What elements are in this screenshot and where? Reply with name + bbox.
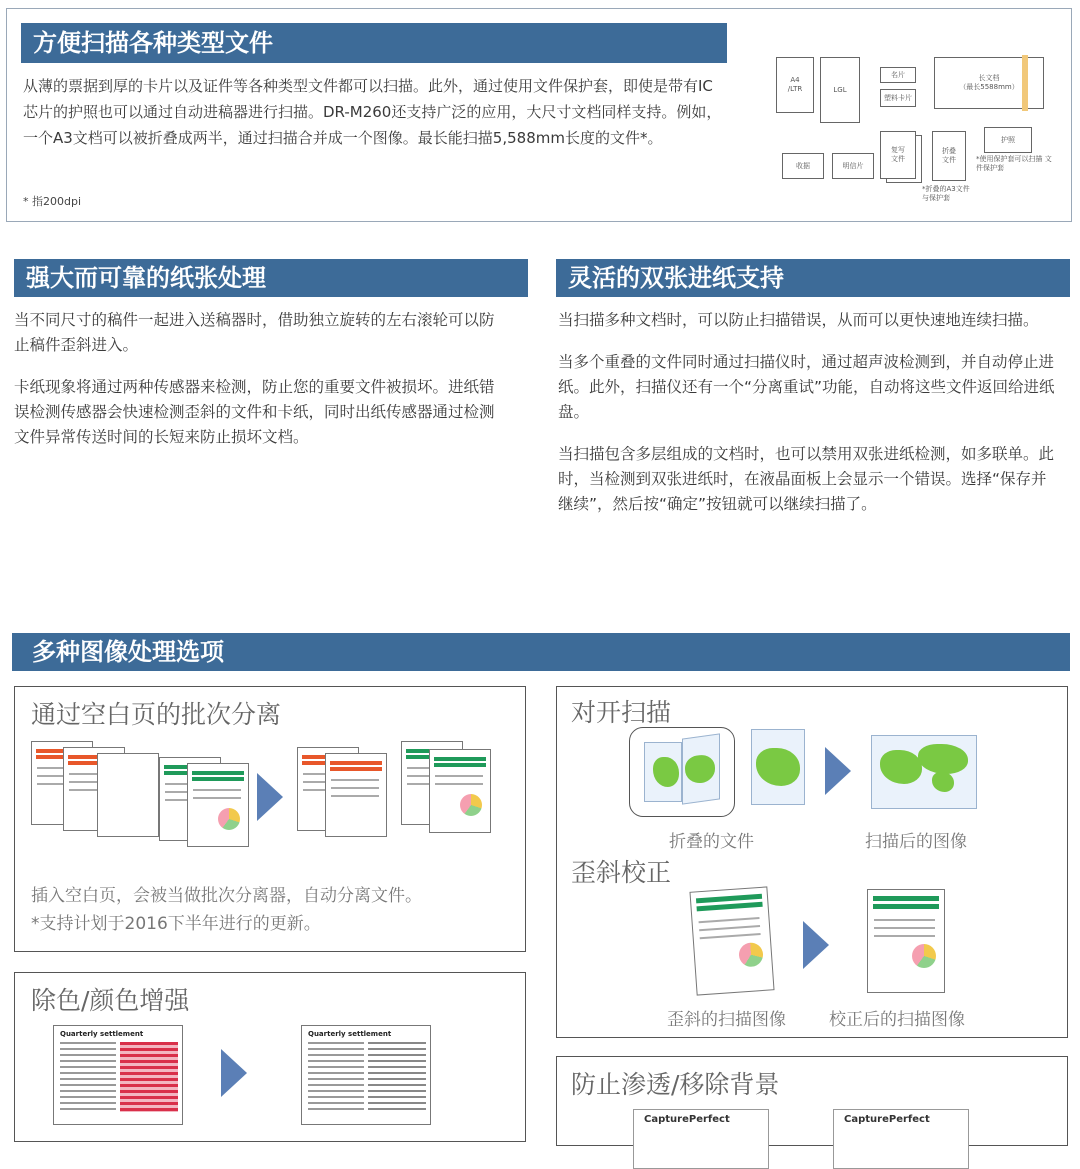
blank-separator-page xyxy=(97,753,159,837)
color-document-after xyxy=(301,1025,431,1125)
paragraph: 当扫描多种文档时，可以防止扫描错误，从而可以更快速地连续扫描。 xyxy=(558,311,1039,329)
section-title: 多种图像处理选项 xyxy=(12,633,1070,671)
panel-caption: 插入空白页，会被当做批次分离器，自动分离文件。 xyxy=(31,886,422,906)
label-before: 折叠的文件 xyxy=(669,832,754,852)
footnote: * 指200dpi xyxy=(23,195,82,208)
batch-illustration xyxy=(31,737,501,857)
section-title: 强大而可靠的纸张处理 xyxy=(14,259,528,297)
doc-heading: Quarterly settlement xyxy=(60,1030,144,1038)
folio-deskew-panel xyxy=(556,686,1068,1038)
paragraph: 当不同尺寸的稿件一起进入送稿器时，借助独立旋转的左右滚轮可以防止稿件歪斜进入。 xyxy=(14,311,495,354)
doc-heading: CapturePerfect xyxy=(844,1114,930,1125)
scanned-map-image xyxy=(871,735,977,809)
section-double-feed xyxy=(558,308,1060,517)
passport-note: *使用保护套可以扫描 文件保护套 xyxy=(976,155,1052,172)
document-types-diagram xyxy=(772,49,1062,202)
skewed-scan xyxy=(689,886,774,995)
long-document: 长文档 （最长5588mm） xyxy=(934,57,1044,109)
arrow-icon xyxy=(257,773,283,821)
arrow-icon xyxy=(803,921,829,969)
blank-page-separation-panel xyxy=(14,686,526,952)
document-after xyxy=(833,1109,969,1169)
panel-title: 通过空白页的批次分离 xyxy=(31,700,282,729)
multi-part-form: 复写 文件 xyxy=(880,131,916,179)
long-document-break xyxy=(1022,55,1028,111)
panel-subtitle: 歪斜校正 xyxy=(571,858,672,887)
color-dropout-panel xyxy=(14,972,526,1142)
doc-heading: Quarterly settlement xyxy=(308,1030,392,1038)
document-before xyxy=(633,1109,769,1169)
section-title: 灵活的双张进纸支持 xyxy=(556,259,1070,297)
panel-note: *支持计划于2016下半年进行的更新。 xyxy=(31,914,321,934)
arrow-icon xyxy=(221,1049,247,1097)
receipt: 收据 xyxy=(782,153,824,179)
paragraph: 卡纸现象将通过两种传感器来检测，防止您的重要文件被损坏。进纸错误检测传感器会快速检测歪斜的文件和卡纸，同时出纸传感器通过检测文件异常传送时间的长短来防止损坏文档。 xyxy=(14,378,495,446)
section-various-documents xyxy=(6,8,1072,222)
label-after: 扫描后的图像 xyxy=(865,832,967,852)
corrected-scan xyxy=(867,889,945,993)
postcard: 明信片 xyxy=(832,153,874,179)
panel-title: 除色/颜色增强 xyxy=(31,986,190,1015)
panel-title: 对开扫描 xyxy=(571,698,672,727)
label-after: 校正后的扫描图像 xyxy=(829,1010,965,1030)
passport: 护照 xyxy=(984,127,1032,153)
folded-document: 折叠 文件 xyxy=(932,131,966,181)
section-title: 方便扫描各种类型文件 xyxy=(21,23,727,63)
green-page xyxy=(187,763,249,847)
folded-note: *折叠的A3文件 与保护套 xyxy=(922,185,970,202)
folded-map-document xyxy=(751,729,805,805)
green-page xyxy=(429,749,491,833)
section-body: 从薄的票据到厚的卡片以及证件等各种类型文件都可以扫描。此外，通过使用文件保护套，即使是带有IC芯片的护照也可以通过自动进稿器进行扫描。DR-M260还支持广泛的应用，大尺寸文档同样支持。例如，一个A3文档可以被折叠成两半，通过扫描合并成一个图像。最长能扫描5,588mm长度的文件*。 xyxy=(23,77,722,147)
panel-title: 防止渗透/移除背景 xyxy=(571,1070,780,1099)
bleed-through-panel xyxy=(556,1056,1068,1146)
orange-page xyxy=(325,753,387,837)
paragraph: 当扫描包含多层组成的文档时，也可以禁用双张进纸检测，如多联单。此时，当检测到双张进纸时，在液晶面板上会显示一个错误。选择“保存并继续”，然后按“确定”按钮就可以继续扫描了。 xyxy=(558,445,1055,513)
plastic-card: 塑料卡片 xyxy=(880,89,916,107)
section-paper-handling xyxy=(14,308,508,450)
doc-heading: CapturePerfect xyxy=(644,1114,730,1125)
a4-doc: A4 /LTR xyxy=(776,57,814,113)
label-before: 歪斜的扫描图像 xyxy=(667,1010,786,1030)
color-document-before xyxy=(53,1025,183,1125)
lgl-doc: LGL xyxy=(820,57,860,123)
business-card: 名片 xyxy=(880,67,916,83)
arrow-icon xyxy=(825,747,851,795)
paragraph: 当多个重叠的文件同时通过扫描仪时，通过超声波检测到，并自动停止进纸。此外，扫描仪还有一个“分离重试”功能，自动将这些文件返回给进纸盘。 xyxy=(558,353,1055,421)
magnifier-bubble xyxy=(629,727,735,817)
